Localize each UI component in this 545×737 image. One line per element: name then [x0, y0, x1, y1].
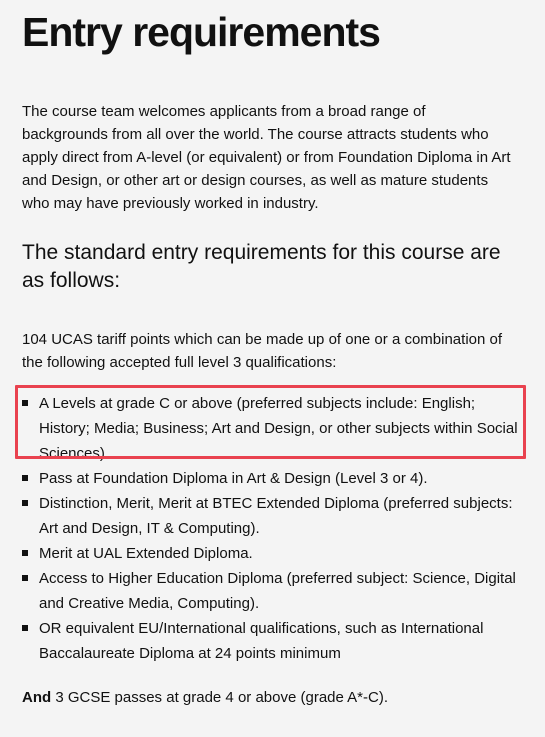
- page-title: Entry requirements: [22, 9, 380, 55]
- bullet-icon: [22, 575, 28, 581]
- requirement-item-ual: [22, 541, 522, 566]
- requirement-text: Distinction, Merit, Merit at BTEC Extended Diploma (preferred subjects: Art and Design, IT & Computing).: [39, 495, 513, 537]
- requirement-item-international: [22, 616, 522, 666]
- requirement-item-btec: [22, 491, 522, 541]
- intro-paragraph: The course team welcomes applicants from a broad range of backgrounds from all over the world. The course attracts students who apply direct from A-level (or equivalent) or from Foundation Diploma in Art and Design, or other art or design courses, as well as mature students who may have previously worked in industry.: [22, 103, 511, 212]
- requirement-text: Pass at Foundation Diploma in Art & Design (Level 3 or 4).: [39, 470, 428, 487]
- tariff-paragraph: 104 UCAS tariff points which can be made up of one or a combination of the following accepted full level 3 qualifications:: [22, 331, 503, 371]
- gcse-requirement: [22, 686, 522, 709]
- bullet-icon: [22, 500, 28, 506]
- requirement-text: A Levels at grade C or above (preferred subjects include: English; History; Media; Business; Art and Design, or other subjects within Social Sciences).: [39, 395, 518, 462]
- requirement-text: Merit at UAL Extended Diploma.: [39, 545, 253, 562]
- highlight-box: [15, 385, 526, 459]
- gcse-and-label: And: [22, 689, 52, 706]
- bullet-icon: [22, 625, 28, 631]
- requirement-text: Access to Higher Education Diploma (preferred subject: Science, Digital and Creative Media, Computing).: [39, 570, 516, 612]
- requirement-text: OR equivalent EU/International qualifications, such as International Baccalaureate Diploma at 24 points minimum: [39, 620, 484, 662]
- requirement-item-foundation-diploma: [22, 466, 522, 491]
- requirement-item-access-diploma: [22, 566, 522, 616]
- standard-requirements-heading: The standard entry requirements for this course are as follows:: [22, 241, 501, 292]
- gcse-text: 3 GCSE passes at grade 4 or above (grade A*-C).: [51, 689, 389, 706]
- bullet-icon: [22, 475, 28, 481]
- bullet-icon: [22, 550, 28, 556]
